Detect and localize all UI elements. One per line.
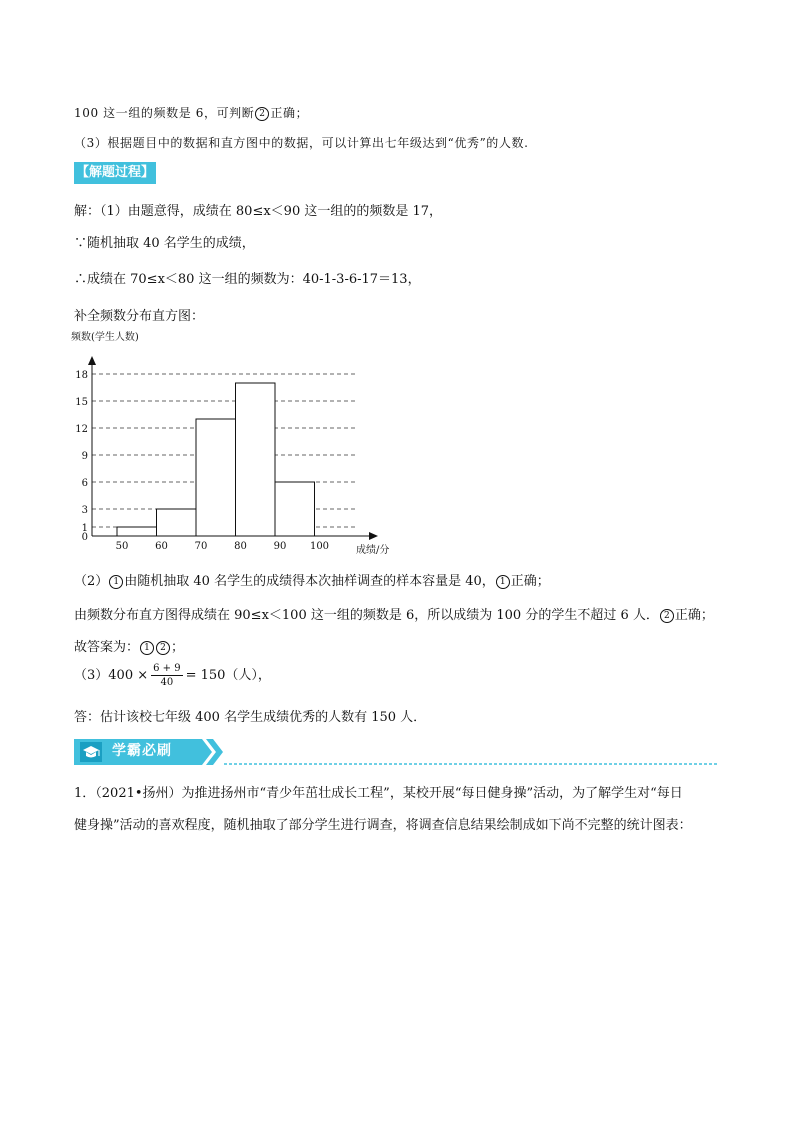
- section-title: 学霸必刷: [112, 743, 172, 759]
- solution-line: ∴成绩在 70≤x＜80 这一组的频数为：40-1-3-6-17＝13，: [74, 272, 421, 287]
- solution-line: 故答案为： 1 2 ；: [74, 640, 185, 655]
- formula-line: （3）400 × $\frac{6 + 9}{40}$ = 150（人），: [74, 663, 271, 688]
- y-tick-label: 9: [81, 451, 88, 462]
- x-axis-label: 成绩/分: [356, 545, 390, 556]
- circled-number: 2: [660, 609, 674, 623]
- text-line: 100 这一组的频数是 6，可判断 2 正确；: [74, 106, 309, 120]
- y-tick-label: 3: [81, 505, 88, 516]
- text-line: （3）根据题目中的数据和直方图中的数据，可以计算出七年级达到“优秀”的人数.: [74, 136, 529, 150]
- x-tick-label: 70: [194, 541, 208, 552]
- y-tick-label: 6: [81, 478, 88, 489]
- solution-line: 解：（1）由题意得，成绩在 80≤x＜90 这一组的的频数是 17，: [74, 204, 443, 219]
- circled-number: 2: [255, 107, 269, 121]
- y-tick-label: 18: [75, 370, 88, 381]
- x-tick-label: 50: [115, 541, 129, 552]
- y-tick-label: 15: [75, 397, 88, 408]
- circled-number: 1: [140, 641, 154, 655]
- y-axis-arrow: [88, 356, 96, 365]
- question-line: 1．（2021•扬州）为推进扬州市“青少年茁壮成长工程”，某校开展“每日健身操”活动，为了解学生对“每日: [74, 786, 683, 801]
- circled-number: 1: [496, 575, 510, 589]
- histogram-bar: [157, 509, 197, 536]
- circled-number: 2: [156, 641, 170, 655]
- x-tick-label: 100: [309, 541, 330, 552]
- y-axis-label: 频数(学生人数): [71, 332, 139, 343]
- x-axis-arrow: [369, 532, 378, 540]
- x-tick-label: 80: [234, 541, 247, 552]
- solution-line: ∵随机抽取 40 名学生的成绩，: [74, 236, 255, 251]
- x-tick-label: 90: [273, 541, 287, 552]
- histogram-bar: [275, 482, 315, 536]
- x-tick-label: 60: [155, 541, 168, 552]
- question-line: 健身操”活动的喜欢程度，随机抽取了部分学生进行调查，将调查信息结果绘制成如下尚不完整的统计图表：: [74, 818, 692, 833]
- solution-line: 补全频数分布直方图：: [74, 309, 205, 324]
- solution-line: （2） 1 由随机抽取 40 名学生的成绩得本次抽样调查的样本容量是 40， 1 正确；: [74, 574, 550, 589]
- circled-number: 1: [109, 575, 123, 589]
- answer-line: 答：估计该校七年级 400 名学生成绩优秀的人数有 150 人．: [74, 710, 427, 725]
- y-tick-label: 12: [75, 424, 88, 435]
- histogram-bar: [196, 419, 236, 536]
- histogram-bar: [236, 383, 276, 536]
- solution-tag: 【解题过程】: [74, 162, 156, 184]
- y-tick-label: 1: [81, 523, 88, 534]
- frequency-histogram: [60, 322, 420, 562]
- histogram-bar: [117, 527, 157, 536]
- solution-line: 由频数分布直方图得成绩在 90≤x＜100 这一组的频数是 6，所以成绩为 100 分的学生不超过 6 人． 2 正确；: [74, 608, 714, 623]
- fraction: $\frac{6 + 9}{40}$: [153, 663, 181, 688]
- y-tick-label: 0: [81, 532, 88, 543]
